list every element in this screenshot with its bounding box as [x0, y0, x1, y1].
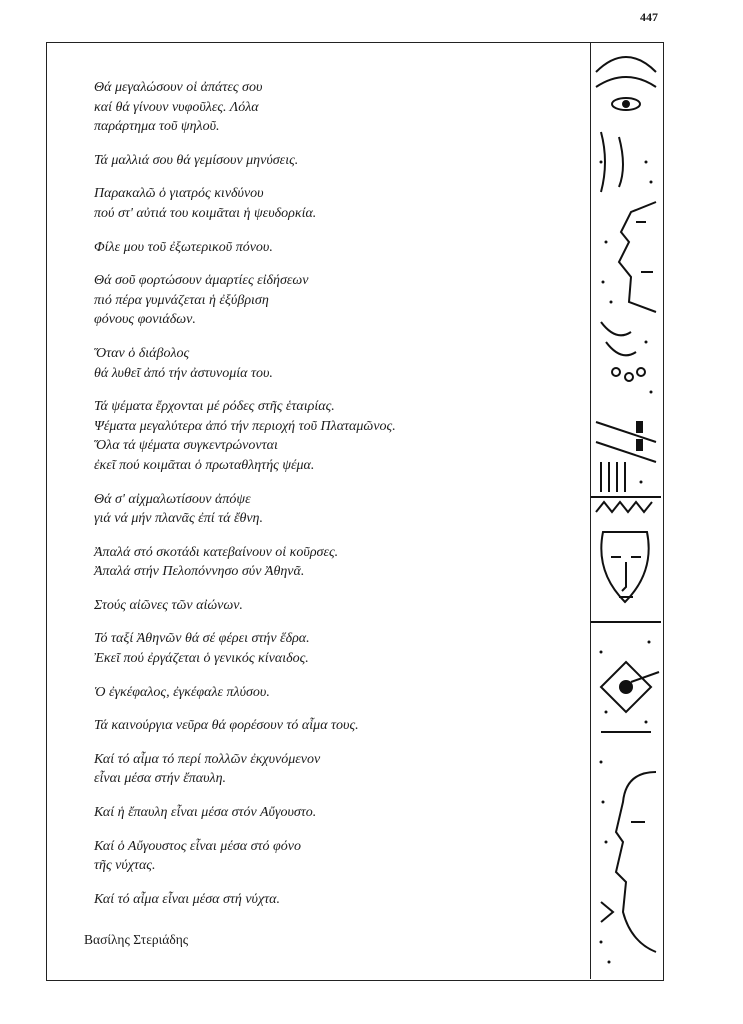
poem-line: Θά μεγαλώσουν οἱ ἀπάτες σου: [94, 80, 263, 95]
stanza: [94, 683, 574, 703]
poem-line: καί θά γίνουν νυφοῦλες. Λόλα: [94, 99, 259, 115]
stanza: [94, 238, 574, 258]
poem-line: πού στ' αὐτιά του κοιμᾶται ἡ ψευδορκία.: [94, 205, 317, 221]
stanza: [94, 184, 574, 223]
poem-line: Τό ταξί Ἀθηνῶν θά σέ φέρει στήν ἕδρα.: [94, 631, 310, 647]
poem-line: ἐκεῖ πού κοιμᾶται ὁ πρωταθλητής ψέμα.: [94, 457, 315, 473]
poem-line: Τά μαλλιά σου θά γεμίσουν μηνύσεις.: [94, 152, 299, 168]
page-number: 447: [640, 10, 658, 24]
stanza: [94, 397, 574, 475]
poem-author: Βασίλης Στεριάδης: [84, 932, 189, 947]
poem-line: παράρτημα τοῦ ψηλοῦ.: [94, 119, 220, 135]
poem-line: Καί ὁ Αὔγουστος εἶναι μέσα στό φόνο: [94, 838, 301, 854]
stanza: [94, 596, 574, 616]
stanza: [94, 271, 574, 330]
poem-line: θά λυθεῖ ἀπό τήν ἀστυνομία του.: [94, 365, 273, 381]
poem-line: Καί ἡ ἔπαυλη εἶναι μέσα στόν Αὔγουστο.: [94, 805, 317, 821]
poem: [94, 78, 574, 923]
poem-line: φόνους φονιάδων.: [94, 312, 196, 328]
decorative-art-strip: [590, 42, 664, 979]
poem-line: Ἐκεῖ πού ἐργάζεται ὁ γενικός κίναιδος.: [94, 651, 309, 667]
poem-line: Τά ψέματα ἔρχονται μέ ρόδες στῆς ἑταιρίας.: [94, 399, 335, 415]
poem-line: Καί τό αἷμα εἶναι μέσα στή νύχτα.: [94, 891, 280, 907]
stanza: [94, 803, 574, 823]
poem-line: Ψέματα μεγαλύτερα ἀπό τήν περιοχή τοῦ Πλαταμῶνος.: [94, 418, 396, 434]
stanza: [94, 490, 574, 529]
poem-line: Θά σ' αἰχμαλωτίσουν ἀπόψε: [94, 491, 251, 507]
poem-line: Καί τό αἷμα τό περί πολλῶν ἐκχυνόμενον: [94, 751, 321, 767]
poem-line: Τά καινούργια νεῦρα θά φορέσουν τό αἷμα τους.: [94, 718, 359, 734]
stanza: [94, 750, 574, 789]
poem-line: εἶναι μέσα στήν ἔπαυλη.: [94, 771, 227, 787]
poem-line: Ὅταν ὁ διάβολος: [94, 345, 190, 361]
stanza: [94, 716, 574, 736]
poem-line: Ἀπαλά στό σκοτάδι κατεβαίνουν οἱ κοῦρσες.: [94, 544, 339, 560]
stanza: [94, 543, 574, 582]
stanza: [94, 890, 574, 910]
poem-line: Παρακαλῶ ὁ γιατρός κινδύνου: [94, 186, 264, 202]
poem-line: Φίλε μου τοῦ ἐξωτερικοῦ πόνου.: [94, 239, 273, 255]
stanza: [94, 344, 574, 383]
stanza: [94, 78, 574, 137]
poem-line: Ὁ ἐγκέφαλος, ἐγκέφαλε πλύσου.: [94, 684, 270, 700]
poem-line: Ὅλα τά ψέματα συγκεντρώνονται: [94, 438, 278, 454]
stanza: [94, 837, 574, 876]
stanza: [94, 151, 574, 171]
poem-line: Ἀπαλά στήν Πελοπόννησο σύν Ἀθηνᾶ.: [94, 564, 305, 580]
poem-line: Στούς αἰῶνες τῶν αἰώνων.: [94, 597, 243, 613]
poem-line: τῆς νύχτας.: [94, 858, 156, 874]
poem-line: Θά σοῦ φορτώσουν ἁμαρτίες εἰδήσεων: [94, 273, 309, 289]
poem-line: πιό πέρα γυμνάζεται ἡ ἐξύβριση: [94, 292, 269, 308]
poem-line: γιά νά μήν πλανᾶς ἐπί τά ἔθνη.: [94, 511, 264, 527]
stanza: [94, 629, 574, 668]
faces-illustration-icon: [591, 42, 661, 979]
